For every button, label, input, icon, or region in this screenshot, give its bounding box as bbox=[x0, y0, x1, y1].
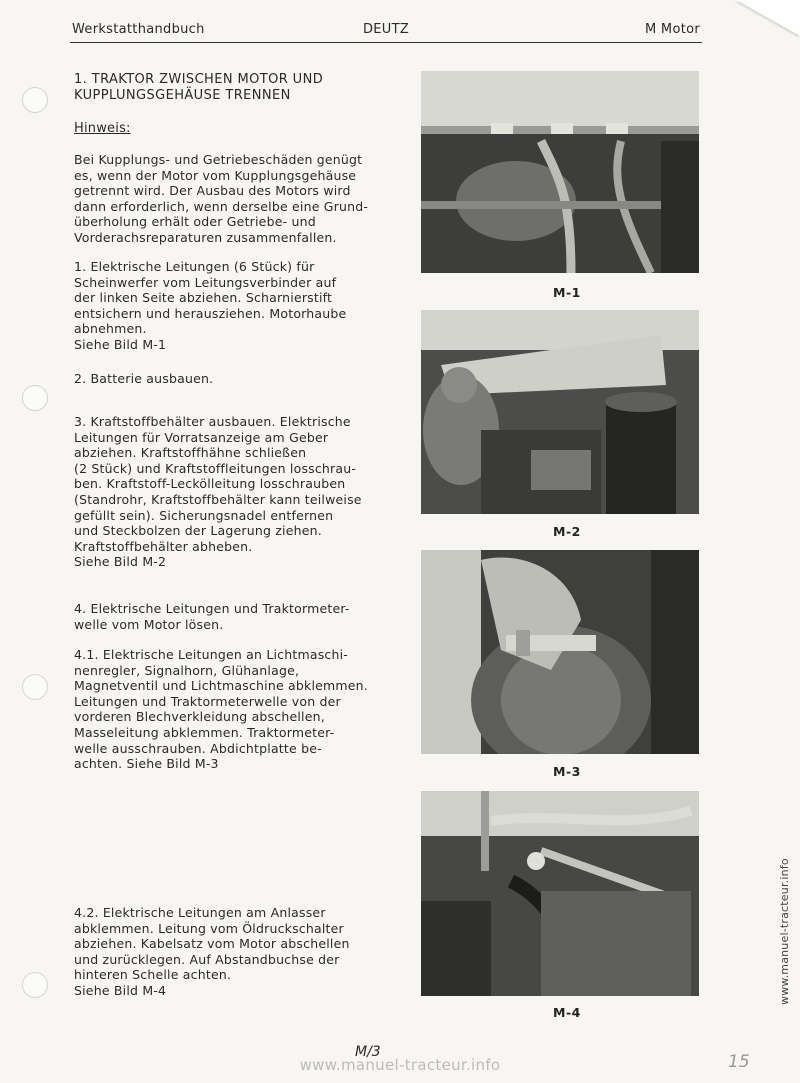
figure-caption: M-3 bbox=[553, 764, 581, 779]
section-title-block bbox=[74, 72, 394, 104]
step-text: 2. Batterie ausbauen. bbox=[74, 371, 214, 386]
step-text: 1. Elektrische Leitungen (6 Stück) für Scheinwerfer vom Leitungsverbinder auf der linken Seite abziehen. Scharnierstift entsichern und herausziehen. Motorhaube abnehmen. bbox=[74, 259, 347, 337]
figure-caption: M-2 bbox=[553, 524, 581, 539]
note-label: Hinweis: bbox=[74, 121, 131, 136]
section-title: 1. TRAKTOR ZWISCHEN MOTOR UND KUPPLUNGSGEHÄUSE TRENNEN bbox=[74, 72, 324, 103]
punch-hole bbox=[22, 674, 48, 700]
photo-m2 bbox=[421, 310, 699, 514]
page-header bbox=[70, 20, 702, 43]
figure-reference: Siehe Bild M-2 bbox=[74, 554, 167, 570]
side-watermark-url: www.manuel-tracteur.info bbox=[778, 858, 791, 1005]
header-manual-title: Werkstatthandbuch bbox=[72, 22, 205, 37]
step-4-1 bbox=[74, 647, 394, 772]
figure-reference: Siehe Bild M-4 bbox=[74, 982, 167, 998]
figure-caption: M-1 bbox=[553, 285, 581, 300]
step-text: 4.1. Elektrische Leitungen an Lichtmaschi- nenregler, Signalhorn, Glühanlage, Magnetventil und Lichtmaschine abklemmen. Leitungen und Traktormeterwelle von der vorderen Blechverkleidung abschellen, Masseleitung abklemmen. Traktormeter- welle ausschrauben. Abdichtplatte be- achten. Siehe Bild M-3 bbox=[74, 647, 368, 772]
note-text: Bei Kupplungs- und Getriebeschäden genügt es, wenn der Motor vom Kupplungsgehäuse getrennt wird. Der Ausbau des Motors wird dann erforderlich, wenn derselbe eine Grund- überholung erhält oder Getriebe- und Vorderachsreparaturen zusammenfallen. bbox=[74, 152, 369, 245]
step-text: 4. Elektrische Leitungen und Traktormeter- welle vom Motor lösen. bbox=[74, 601, 350, 632]
page-number: M/3 bbox=[355, 1044, 381, 1060]
step-4-2 bbox=[74, 905, 394, 999]
note-paragraph bbox=[74, 152, 394, 246]
figure-reference: Siehe Bild M-1 bbox=[74, 336, 167, 352]
step-text: 3. Kraftstoffbehälter ausbauen. Elektrische Leitungen für Vorratsanzeige am Geber abziehen. Kraftstoffhähne schließen (2 Stück) und Kraftstoffleitungen losschrau- ben. Kraftstoff-Leckölleitung losschrauben (Standrohr, Kraftstoffbehälter kann teilweise gefüllt sein). Sicherungsnadel entfernen und Steckbolzen der Lagerung ziehen. Kraftstoffbehälter abheben. bbox=[74, 414, 362, 554]
handwritten-page-number: 15 bbox=[728, 1052, 750, 1072]
footer-watermark-url: www.manuel-tracteur.info bbox=[299, 1056, 501, 1074]
step-3 bbox=[74, 414, 394, 570]
page-curl bbox=[736, 0, 800, 36]
figure-caption: M-4 bbox=[553, 1005, 581, 1020]
punch-hole bbox=[22, 972, 48, 998]
step-1 bbox=[74, 259, 394, 353]
header-chapter: M Motor bbox=[644, 22, 700, 37]
header-brand: DEUTZ bbox=[362, 22, 410, 37]
step-4 bbox=[74, 601, 394, 632]
step-2 bbox=[74, 371, 394, 387]
step-text: 4.2. Elektrische Leitungen am Anlasser abklemmen. Leitung vom Öldruckschalter abziehen. Kabelsatz vom Motor abschellen und zurücklegen. Auf Abstandbuchse der hinteren Schelle achten. bbox=[74, 905, 350, 983]
punch-hole bbox=[22, 87, 48, 113]
photo-m1 bbox=[421, 71, 699, 273]
photo-m3 bbox=[421, 550, 699, 754]
photo-m4 bbox=[421, 791, 699, 996]
punch-hole bbox=[22, 385, 48, 411]
note-block bbox=[74, 121, 394, 137]
